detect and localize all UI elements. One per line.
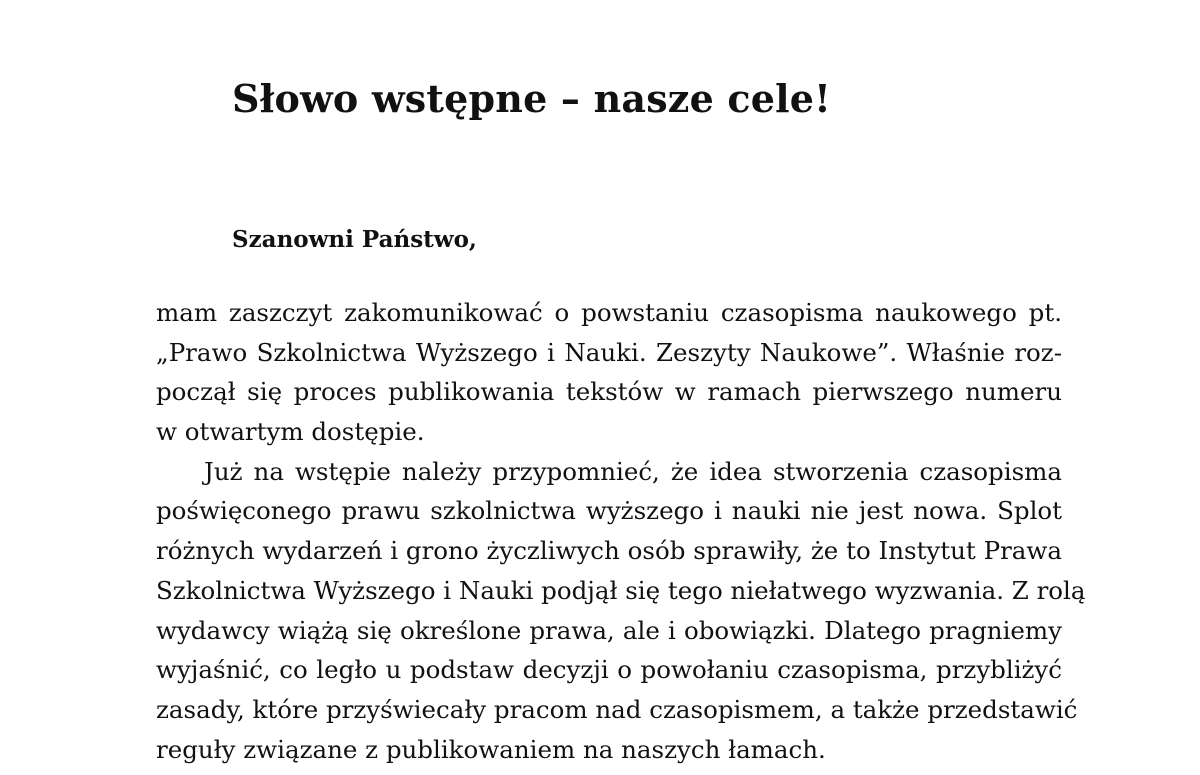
text-line: reguły związane z publikowaniem na naszych łamach. [156,734,826,764]
page-title: Słowo wstępne – nasze cele! [232,76,832,121]
text-line: różnych wydarzeń i grono życzliwych osób sprawiły, że to Instytut Prawa [156,536,1062,566]
text-line: zasady, które przyświecały pracom nad czasopismem, a także przedstawić [156,694,1078,724]
text-line: „Prawo Szkolnictwa Wyższego i Nauki. Zeszyty Naukowe”. Właśnie roz- [156,337,1062,367]
text-line: mam zaszczyt zakomunikować o powstaniu czasopisma naukowego pt. [156,298,1062,327]
text-line: poświęconego prawu szkolnictwa wyższego i nauki nie jest nowa. Splot [156,496,1062,526]
text-line: wydawcy wiążą się określone prawa, ale i obowiązki. Dlatego pragniemy [156,615,1062,645]
paragraph-2 [156,452,1086,770]
salutation: Szanowni Państwo, [232,226,477,253]
text-line: Szkolnictwa Wyższego i Nauki podjął się tego niełatwego wyzwania. Z rolą [156,575,1086,605]
body-text [156,293,1086,769]
text-line: wyjaśnić, co legło u podstaw decyzji o powołaniu czasopisma, przybliżyć [156,655,1062,685]
text-line: począł się proces publikowania tekstów w ramach pierwszego numeru [156,377,1062,407]
text-line: w otwartym dostępie. [156,417,425,447]
paragraph-1 [156,293,1062,452]
text-line: Już na wstępie należy przypomnieć, że idea stworzenia czasopisma [204,456,1062,486]
